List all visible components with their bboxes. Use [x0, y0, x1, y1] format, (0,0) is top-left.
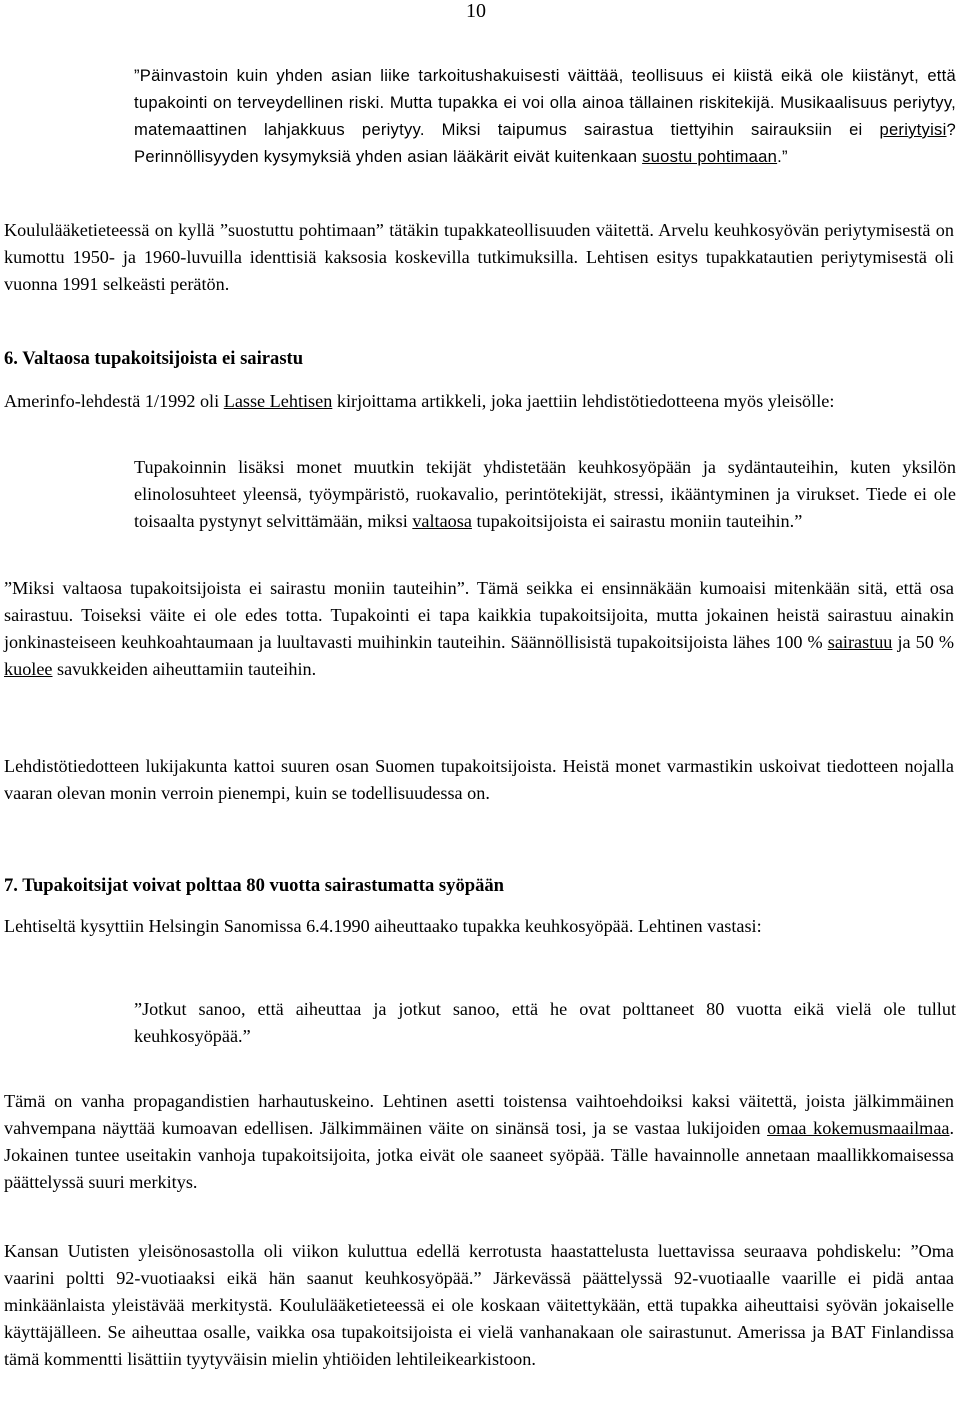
quote-text: Tupakoinnin lisäksi monet muutkin tekijät yhdistetään keuhkosyöpään ja sydäntauteihin, kuten yksilön elinolosuhteet yleensä, työympäristö, ruokavalio, perintötekijät, stressi, ikääntyminen ja virukset. Tiede ei ole toisaalta pystynyt selvittämään, miksi — [134, 457, 956, 531]
quote-paragraph — [134, 62, 956, 170]
section-6-heading: 6. Valtaosa tupakoitsijoista ei sairastu — [4, 348, 304, 369]
section-7-heading: 7. Tupakoitsijat voivat polttaa 80 vuotta sairastumatta syöpään — [4, 875, 505, 896]
section-7-paragraph-2 — [4, 1238, 954, 1373]
quote-text: tupakoitsijoista ei sairastu moniin tauteihin.” — [471, 511, 803, 531]
section-6-paragraph — [4, 575, 954, 683]
quote-text: ? Perinnöllisyyden kysymyksiä yhden asian lääkärit eivät kuitenkaan — [134, 120, 956, 166]
link-suostu-pohtimaan[interactable]: suostu pohtimaan — [642, 147, 778, 166]
paragraph-text-part: Tämä on vanha propagandistien harhautuskeino. Lehtinen asetti toistensa vaihtoehdoiksi kaksi väitettä, joista jälkimmäinen vahvempana näyttää kumoavan edellisen. Jälkimmäinen väite on sinänsä tosi, ja se vastaa lukijoiden — [4, 1091, 954, 1138]
intro-text: Amerinfo-lehdestä 1/1992 oli — [4, 391, 224, 411]
section-6-paragraph-2 — [4, 753, 954, 807]
section-7-paragraph-1 — [4, 1088, 954, 1196]
quote-text: .” — [777, 147, 788, 166]
section-6-quote — [134, 454, 956, 535]
section-7-intro — [4, 913, 954, 940]
section-6-intro — [4, 388, 954, 415]
paragraph-text — [4, 575, 954, 683]
intro-text: kirjoittama artikkeli, joka jaettiin lehdistötiedotteena myös yleisölle: — [332, 391, 835, 411]
link-kuolee[interactable]: kuolee — [4, 659, 53, 679]
tobacco-industry-quote — [134, 62, 956, 170]
link-sairastuu[interactable]: sairastuu — [827, 632, 893, 652]
link-periytyisi[interactable]: periytyisi — [879, 120, 947, 139]
paragraph-text-part: savukkeiden aiheuttamiin tauteihin. — [52, 659, 317, 679]
section-7-quote — [134, 996, 956, 1050]
paragraph-text: Kansan Uutisten yleisönosastolla oli viikon kuluttua edellä kerrotusta haastattelusta luettavissa seuraava pohdiskelu: ”Oma vaarini poltti 92-vuotiaaksi eikä hän saanut keuhkosyöpää.” Järkevässä päättelyssä 92-vuotiaalle vaarille ei pidä antaa minkäänlaista yleistävää merkitystä. Koululääketieteessä ei ole koskaan väitettykään, että tupakka aiheuttaisi syövän jokaiselle käyttäjälleen. Se aiheuttaa osalle, vaikka osa tupakoitsijoista ei vielä vanhanakaan ole sairastunut. Amerissa ja BAT Finlandissa tämä kommentti lisättiin tyytyväisin mielin yhtiöiden lehtileikearkistoon. — [4, 1241, 954, 1369]
paragraph-medical-science — [4, 217, 954, 298]
link-omaa-kokemusmaailmaa[interactable]: omaa kokemusmaailmaa — [767, 1118, 950, 1138]
paragraph-text: Koululääketieteessä on kyllä ”suostuttu pohtimaan” tätäkin tupakkateollisuuden väitettä. Arvelu keuhkosyövän periytymisestä on kumottu 1950- ja 1960-luvuilla identtisiä kaksosia koskevilla tutkimuksilla. Lehtisen esitys tupakkatautien periytymisestä oli vuonna 1991 selkeästi perätön. — [4, 220, 954, 294]
paragraph-text-part: ”Miksi valtaosa tupakoitsijoista ei sairastu moniin tauteihin”. Tämä seikka ei ensinnäkään kumoaisi mitenkään sitä, että osa sairastuu. Toiseksi väite ei ole edes totta. Tupakointi ei tapa kaikkia tupakoitsijoita, mutta jokainen heistä sairastuu ainakin jonkinasteiseen keuhkoahtaumaan ja luultavasti muihinkin tauteihin. Säännöllisistä tupakoitsijoista lähes 100 % — [4, 578, 954, 652]
quote-text: ”Päinvastoin kuin yhden asian liike tarkoitushakuisesti väittää, teollisuus ei kiistä eikä ole kiistänyt, että tupakointi on terveydellinen riski. Mutta tupakka ei voi olla ainoa tällainen riskitekijä. Musikaalisuus periytyy, matemaattinen lahjakkuus periytyy. Miksi taipumus sairastua tiettyihin sairauksiin ei — [134, 66, 956, 139]
paragraph-text-part: ja 50 % — [892, 632, 954, 652]
paragraph-text-part: . Jokainen tuntee useitakin vanhoja tupakoitsijoita, jotka eivät ole saaneet syöpää. Tälle havainnolle annetaan maallikkomaisessa päättelyssä suuri merkitys. — [4, 1118, 955, 1192]
paragraph-text — [4, 1088, 954, 1196]
paragraph-text — [4, 388, 954, 415]
quote-paragraph: ”Jotkut sanoo, että aiheuttaa ja jotkut sanoo, että he ovat polttaneet 80 vuotta eikä vielä ole tullut keuhkosyöpää.” — [134, 999, 956, 1046]
quote-paragraph — [134, 454, 956, 535]
paragraph-text: Lehtiseltä kysyttiin Helsingin Sanomissa 6.4.1990 aiheuttaako tupakka keuhkosyöpää. Lehtinen vastasi: — [4, 916, 762, 936]
link-lasse-lehtisen[interactable]: Lasse Lehtisen — [223, 391, 333, 411]
link-valtaosa[interactable]: valtaosa — [412, 511, 472, 531]
page-number: 10 — [466, 0, 486, 22]
paragraph-text: Lehdistötiedotteen lukijakunta kattoi suuren osan Suomen tupakoitsijoista. Heistä monet varmastikin uskoivat tiedotteen nojalla vaaran olevan monin verroin pienempi, kuin se todellisuudessa on. — [4, 756, 954, 803]
